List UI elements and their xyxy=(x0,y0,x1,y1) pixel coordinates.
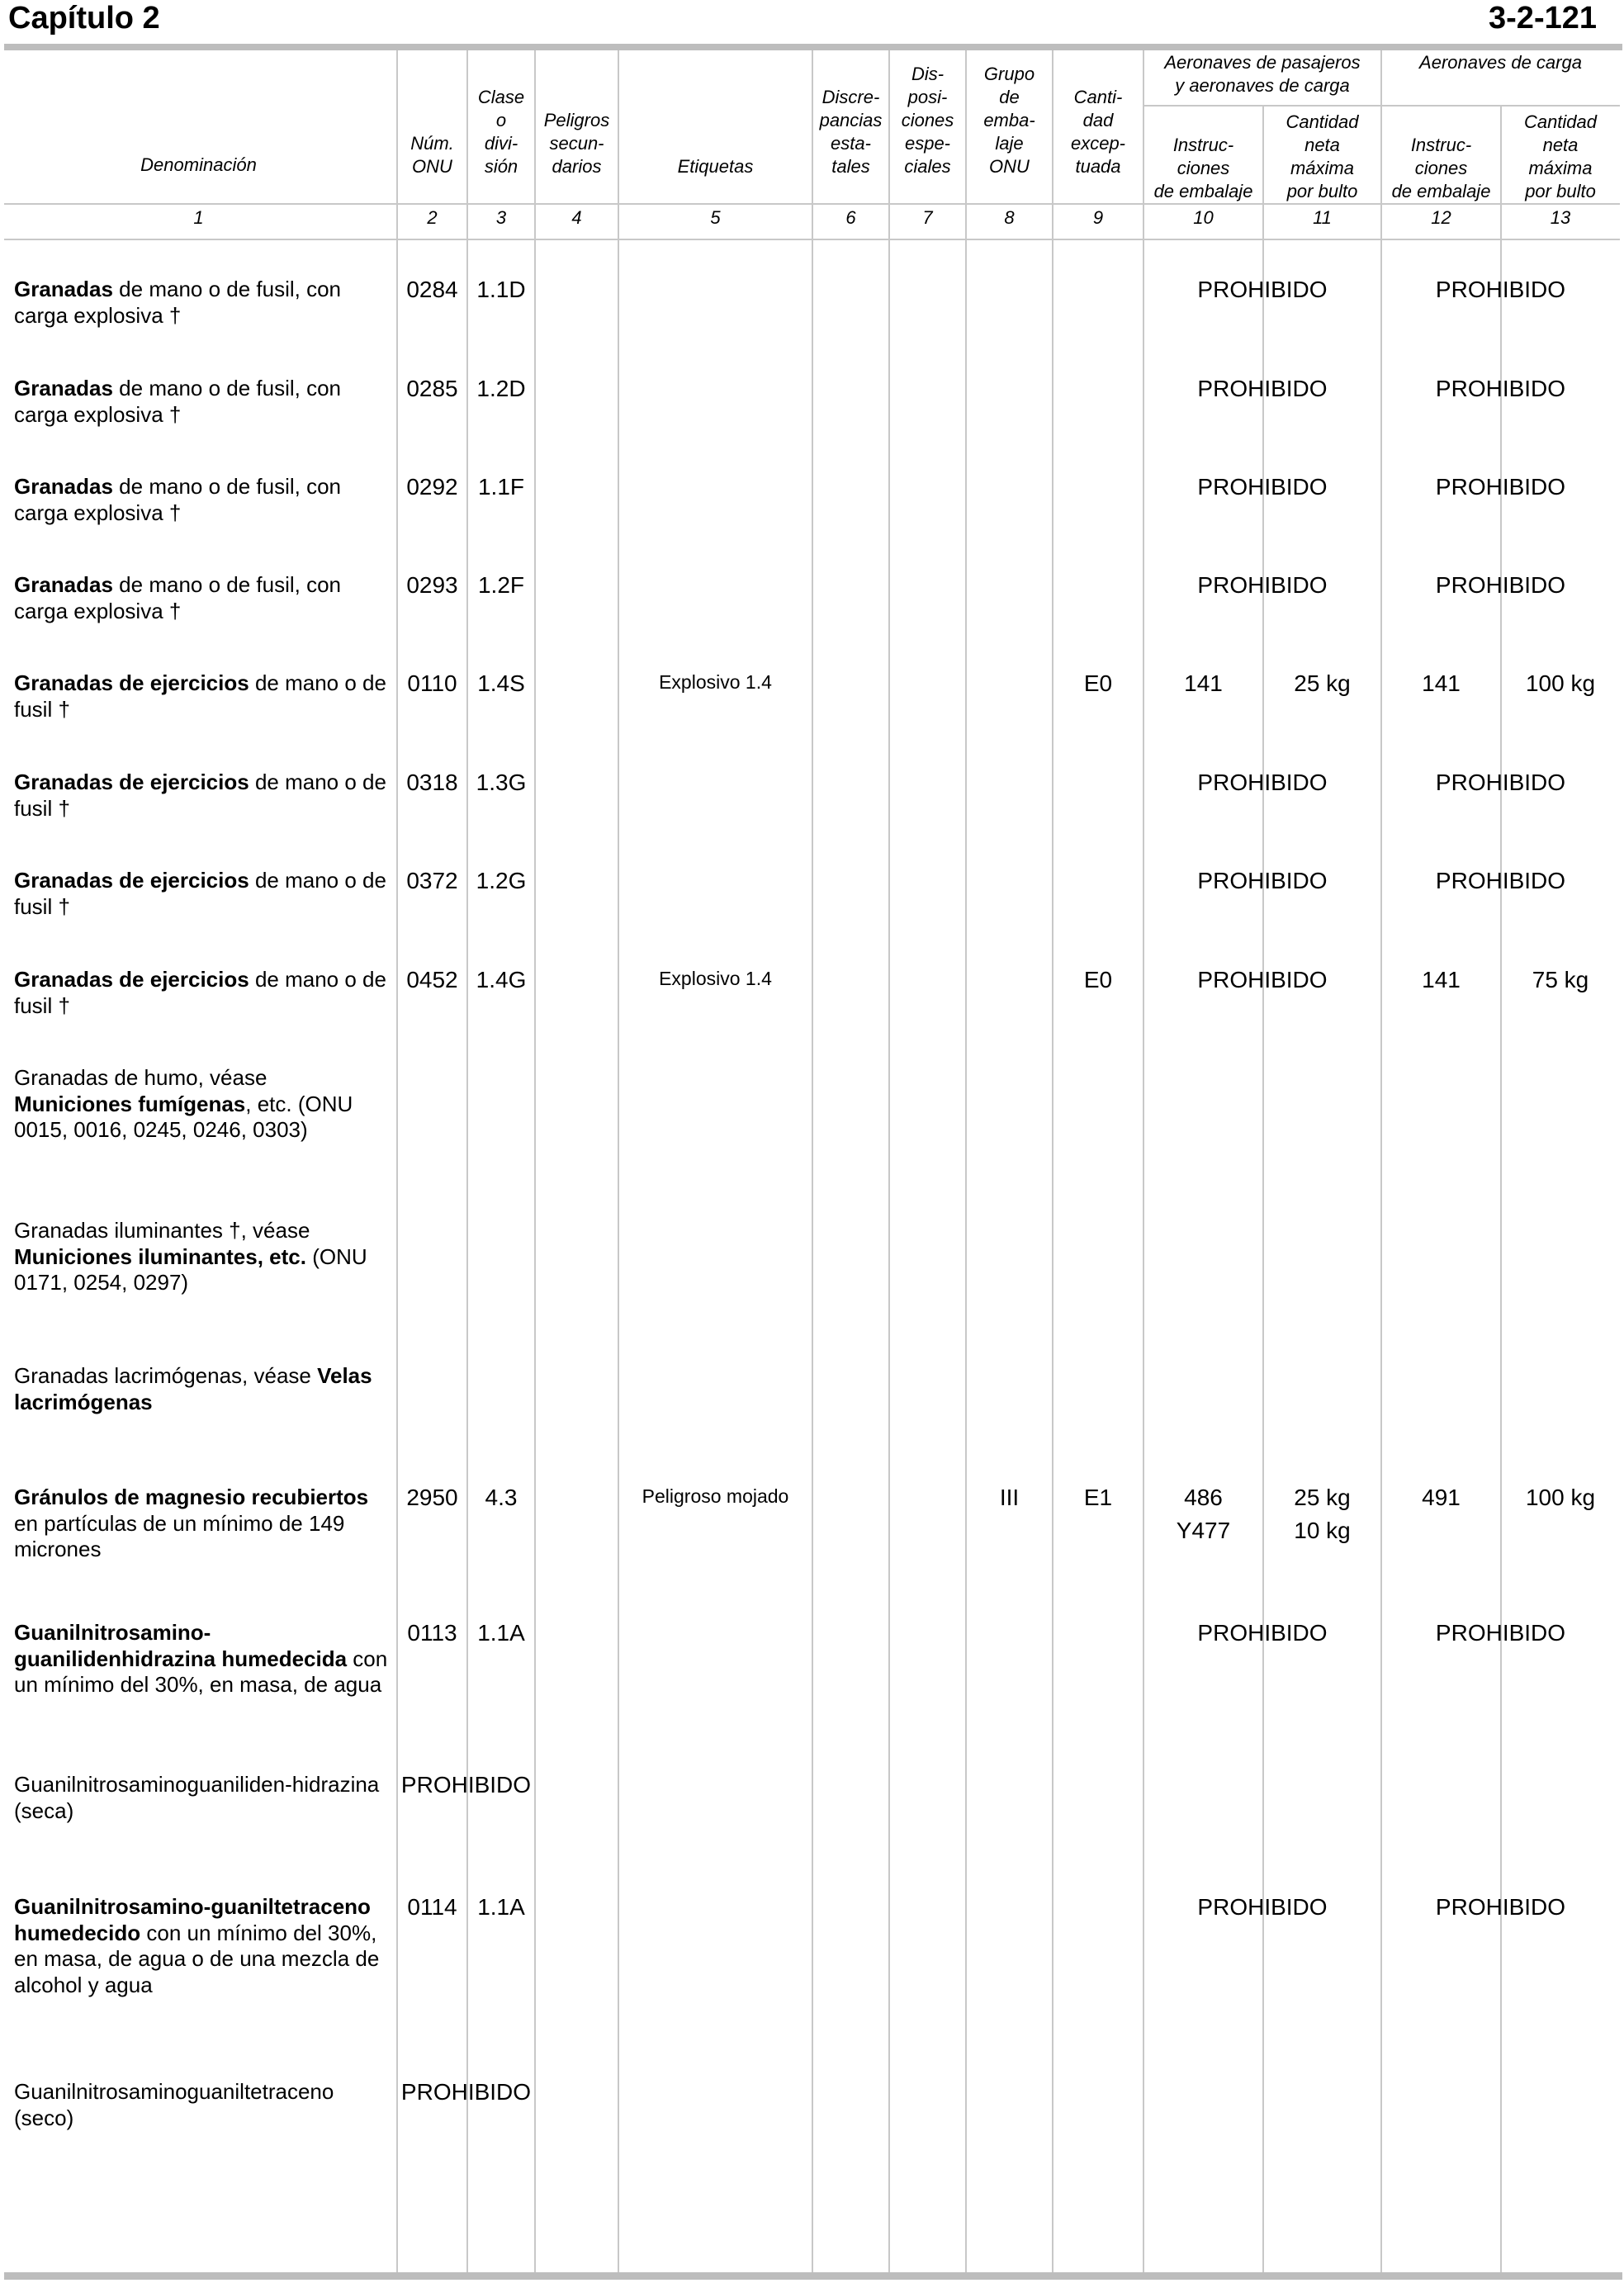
pax-prohibited: PROHIBIDO xyxy=(1197,1894,1328,1920)
entry-name-bold: Granadas de ejercicios xyxy=(14,868,249,893)
cargo-max-quantity: 100 kg xyxy=(1525,1485,1596,1510)
entry-name xyxy=(14,474,390,526)
cargo-prohibited: PROHIBIDO xyxy=(1435,572,1566,598)
column-number: 13 xyxy=(1550,207,1571,228)
entry-name xyxy=(14,277,390,329)
cargo-packing-instruction: 491 xyxy=(1422,1485,1461,1510)
pax-packing-instruction: 141 xyxy=(1184,670,1223,696)
entry-name xyxy=(14,1894,390,1998)
cargo-max-quantity: 100 kg xyxy=(1525,670,1596,696)
hazard-class: 1.2F xyxy=(477,572,525,598)
entry-name-text: de mano o de fusil † xyxy=(14,868,386,919)
header-peligros: Peligros secun- darios xyxy=(543,110,610,177)
excepted-quantity: E0 xyxy=(1083,670,1113,696)
onu-number: 0110 xyxy=(407,670,457,696)
entry-name-bold: Velas lacrimógenas xyxy=(14,1363,372,1414)
label-text: Explosivo 1.4 xyxy=(659,671,772,693)
pax-prohibited: PROHIBIDO xyxy=(1197,1620,1328,1646)
cargo-prohibited: PROHIBIDO xyxy=(1435,770,1566,795)
pax-prohibited: PROHIBIDO xyxy=(1197,868,1328,893)
row-prohibited: PROHIBIDO xyxy=(400,2079,532,2105)
entry-name-text: Granadas iluminantes †, véase xyxy=(14,1218,310,1243)
column-number: 3 xyxy=(495,207,507,228)
entry-name xyxy=(14,1363,390,1415)
entry-name xyxy=(14,1772,390,1824)
column-number: 7 xyxy=(922,207,933,228)
column-number: 1 xyxy=(193,207,204,228)
column-number: 2 xyxy=(427,207,438,228)
pax-prohibited: PROHIBIDO xyxy=(1197,967,1328,992)
entry-name-text: de mano o de fusil, con carga explosiva † xyxy=(14,474,342,525)
entry-name-bold: Guanilnitrosamino-guaniltetraceno humedecido xyxy=(14,1894,371,1945)
onu-number: 0284 xyxy=(406,277,458,302)
cargo-prohibited: PROHIBIDO xyxy=(1435,1894,1566,1920)
entry-name xyxy=(14,1620,390,1698)
entry-name-bold: Municiones iluminantes, etc. xyxy=(14,1243,306,1269)
entry-name-bold: Municiones fumígenas xyxy=(14,1091,246,1116)
header-denominacion: Denominación xyxy=(140,154,257,175)
entry-name xyxy=(14,1485,390,1563)
pax-packing-instruction: 486 xyxy=(1184,1485,1223,1510)
column-number: 10 xyxy=(1193,207,1214,228)
pax-prohibited: PROHIBIDO xyxy=(1197,572,1328,598)
excepted-quantity: E1 xyxy=(1083,1485,1113,1510)
entry-name-text: de mano o de fusil † xyxy=(14,967,386,1018)
header-pax-cantidad-neta: Cantidad neta máxima por bulto xyxy=(1285,111,1359,201)
header-etiquetas: Etiquetas xyxy=(677,156,754,177)
entry-name-bold: Granadas de ejercicios xyxy=(14,967,249,992)
onu-number: 0292 xyxy=(406,474,458,500)
entry-name-text: en partículas de un mínimo de 149 micrones xyxy=(14,1510,345,1561)
top-rule xyxy=(4,44,1622,50)
entry-name xyxy=(14,2079,390,2131)
chapter-title: Capítulo 2 xyxy=(8,1,160,36)
header-pasajeros-group: Aeronaves de pasajeros y aeronaves de carga xyxy=(1164,52,1361,96)
bottom-rule xyxy=(4,2272,1622,2280)
excepted-quantity: E0 xyxy=(1083,967,1113,992)
label-text: Explosivo 1.4 xyxy=(659,968,772,989)
header-disposiciones: Dis- posi- ciones espe- ciales xyxy=(901,64,954,177)
entry-name xyxy=(14,868,390,920)
entry-name-text: Granadas de humo, véase xyxy=(14,1065,268,1090)
column-number: 11 xyxy=(1313,207,1332,228)
entry-name-text: de mano o de fusil † xyxy=(14,670,386,722)
entry-name-text: de mano o de fusil † xyxy=(14,770,386,821)
row-prohibited: PROHIBIDO xyxy=(400,1772,532,1798)
hazard-class: 1.1D xyxy=(476,277,526,302)
entry-name-text: con un mínimo del 30%, en masa, de agua o de una mezcla de alcohol y agua xyxy=(14,1920,380,1997)
cargo-prohibited: PROHIBIDO xyxy=(1435,277,1566,302)
cargo-prohibited: PROHIBIDO xyxy=(1435,474,1566,500)
onu-number: 2950 xyxy=(406,1485,458,1510)
entry-name-text: Granadas lacrimógenas, véase xyxy=(14,1363,318,1388)
entry-name-text: con un mínimo del 30%, en masa, de agua xyxy=(14,1646,388,1697)
entry-name-bold: Guanilnitrosamino-guanilidenhidrazina humedecida xyxy=(14,1620,348,1671)
column-number: 4 xyxy=(571,207,582,228)
cargo-packing-instruction: 141 xyxy=(1422,670,1461,696)
entry-name-text: , etc. (ONU 0015, 0016, 0245, 0246, 0303) xyxy=(14,1091,353,1142)
entry-name xyxy=(14,1218,390,1296)
entry-name-bold: Granadas xyxy=(14,572,113,597)
hazard-class: 1.2D xyxy=(476,376,526,401)
onu-number: 0452 xyxy=(406,967,458,992)
entry-name-bold: Granadas xyxy=(14,376,113,400)
header-clase: Clase o divi- sión xyxy=(477,87,525,177)
packing-group: III xyxy=(999,1485,1020,1510)
pax-max-quantity: 25 kg xyxy=(1294,1485,1351,1510)
entry-name xyxy=(14,770,390,822)
entry-name-text: Guanilnitrosaminoguaniliden-hidrazina (seca) xyxy=(14,1772,380,1823)
cargo-prohibited: PROHIBIDO xyxy=(1435,868,1566,893)
pax-prohibited: PROHIBIDO xyxy=(1197,770,1328,795)
hazard-class: 1.1A xyxy=(477,1620,525,1646)
header-cargo-instrucciones: Instruc- ciones de embalaje xyxy=(1391,135,1491,201)
header-cantidad: Canti- dad excep- tuada xyxy=(1070,87,1126,177)
column-number: 6 xyxy=(845,207,856,228)
pax-max-quantity: 10 kg xyxy=(1294,1518,1351,1543)
entry-name xyxy=(14,670,390,722)
hazard-class: 1.1A xyxy=(477,1894,525,1920)
cargo-max-quantity: 75 kg xyxy=(1532,967,1589,992)
entry-name xyxy=(14,1065,390,1144)
entry-name-text: (ONU 0171, 0254, 0297) xyxy=(14,1243,367,1295)
label-text: Peligroso mojado xyxy=(642,1485,789,1507)
entry-name xyxy=(14,967,390,1019)
entry-name-bold: Granadas de ejercicios xyxy=(14,770,249,794)
pax-prohibited: PROHIBIDO xyxy=(1197,277,1328,302)
entry-name-text: de mano o de fusil, con carga explosiva † xyxy=(14,277,342,328)
header-grupo: Grupo de emba- laje ONU xyxy=(983,64,1035,177)
page-number: 3-2-121 xyxy=(1489,1,1597,36)
entry-name-bold: Granadas xyxy=(14,277,113,301)
header-pax-instrucciones: Instruc- ciones de embalaje xyxy=(1153,135,1253,201)
hazard-class: 1.3G xyxy=(476,770,527,795)
onu-number: 0114 xyxy=(407,1894,457,1920)
header-cargo-cantidad-neta: Cantidad neta máxima por bulto xyxy=(1523,111,1598,201)
entry-name-bold: Granadas de ejercicios xyxy=(14,670,249,695)
column-number: 5 xyxy=(710,207,721,228)
entry-name-text: de mano o de fusil, con carga explosiva † xyxy=(14,376,342,427)
pax-prohibited: PROHIBIDO xyxy=(1197,376,1328,401)
onu-number: 0372 xyxy=(406,868,458,893)
entry-name-bold: Gránulos de magnesio recubiertos xyxy=(14,1485,369,1509)
cargo-packing-instruction: 141 xyxy=(1422,967,1461,992)
header-discrepancias: Discre- pancias esta- tales xyxy=(819,87,883,177)
header-carga-group: Aeronaves de carga xyxy=(1419,52,1582,73)
entry-name-bold: Granadas xyxy=(14,474,113,499)
hazard-class: 1.4G xyxy=(476,967,527,992)
entry-name-text: Guanilnitrosaminoguaniltetraceno (seco) xyxy=(14,2079,334,2130)
onu-number: 0318 xyxy=(406,770,458,795)
pax-max-quantity: 25 kg xyxy=(1294,670,1351,696)
column-number: 8 xyxy=(1004,207,1015,228)
hazard-class: 1.1F xyxy=(477,474,525,500)
hazard-class: 1.4S xyxy=(477,670,525,696)
entry-name xyxy=(14,376,390,428)
onu-number: 0293 xyxy=(406,572,458,598)
onu-number: 0113 xyxy=(407,1620,457,1646)
cargo-prohibited: PROHIBIDO xyxy=(1435,376,1566,401)
onu-number: 0285 xyxy=(406,376,458,401)
column-number: 12 xyxy=(1431,207,1451,228)
hazard-class: 4.3 xyxy=(485,1485,518,1510)
hazard-class: 1.2G xyxy=(476,868,527,893)
entry-name xyxy=(14,572,390,624)
entry-name-text: de mano o de fusil, con carga explosiva † xyxy=(14,572,342,623)
header-onu: Núm. ONU xyxy=(410,133,454,177)
pax-packing-instruction: Y477 xyxy=(1176,1518,1231,1543)
column-number: 9 xyxy=(1092,207,1104,228)
pax-prohibited: PROHIBIDO xyxy=(1197,474,1328,500)
cargo-prohibited: PROHIBIDO xyxy=(1435,1620,1566,1646)
